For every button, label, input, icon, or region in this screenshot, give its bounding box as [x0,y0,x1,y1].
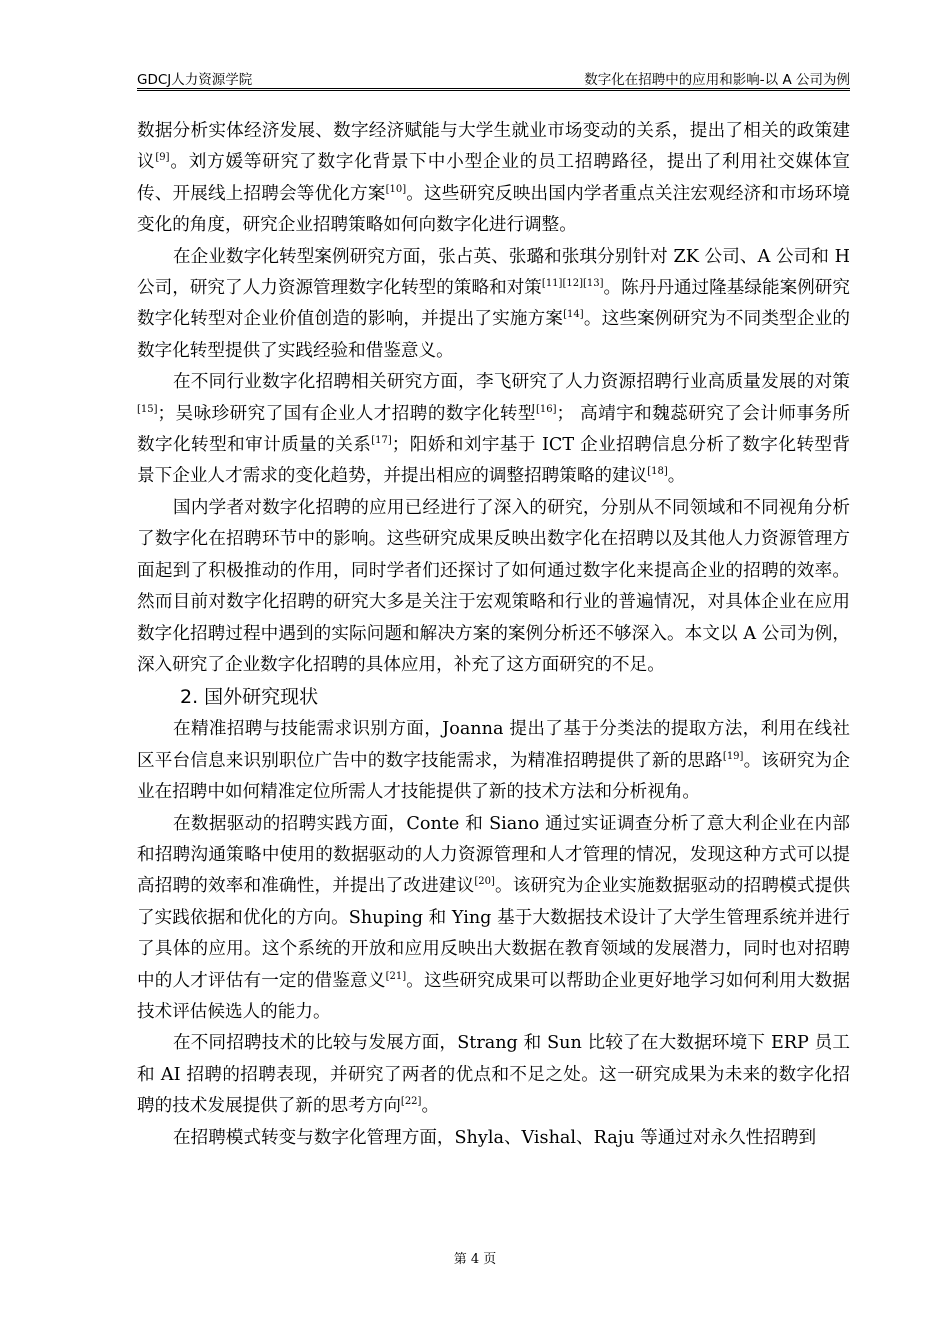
paragraph-8: 在招聘模式转变与数字化管理方面，Shyla、Vishal、Raju 等通过对永久性招聘到 [173,1127,817,1148]
citation: [9] [155,152,170,164]
paragraph-2: 在企业数字化转型案例研究方面，张占英、张璐和张琪分别针对 ZK 公司、A 公司和 H 公司，研究了人力资源管理数字化转型的策略和对策[11][12][13]。陈丹丹通过隆基绿能案例研究数字化转型对企业价值创造的影响，并提出了实施方案[14]。这些案例研究为不同类型企业的数字化转型提供了实践经验和借鉴意义。 [137,246,850,361]
paragraph-4: 国内学者对数字化招聘的应用已经进行了深入的研究，分别从不同领域和不同视角分析了数字化在招聘环节中的影响。这些研究成果反映出数字化在招聘以及其他人力资源管理方面起到了积极推动的作用，同时学者们还探讨了如何通过数字化来提高企业的招聘的效率。然而目前对数字化招聘的研究大多是关注于宏观策略和行业的普遍情况，对具体企业在应用数字化招聘过程中遇到的实际问题和解决方案的案例分析还不够深入。本文以 A 公司为例，深入研究了企业数字化招聘的具体应用，补充了这方面研究的不足。 [137,497,850,675]
page-header [137,66,850,89]
citation: [20] [474,876,495,888]
header-rule [137,90,850,91]
paragraph-3: 在不同行业数字化招聘相关研究方面，李飞研究了人力资源招聘行业高质量发展的对策[15]；吴咏珍研究了国有企业人才招聘的数字化转型[16]； 高靖宇和魏蕊研究了会计师事务所数字化转型和审计质量的关系[17]；阳娇和刘宇基于 ICT 企业招聘信息分析了数字化转型背景下企业人才需求的变化趋势，并提出相应的调整招聘策略的建议[18]。 [137,372,850,487]
paragraph-6: 在数据驱动的招聘实践方面，Conte 和 Siano 通过实证调查分析了意大利企业在内部和招聘沟通策略中使用的数据驱动的人力资源管理和人才管理的情况，发现这种方式可以提高招聘的效率和准确性，并提出了改进建议[20]。该研究为企业实施数据驱动的招聘模式提供了实践依据和优化的方向。Shuping 和 Ying 基于大数据技术设计了大学生管理系统并进行了具体的应用。这个系统的开放和应用反映出大数据在教育领域的发展潜力，同时也对招聘中的人才评估有一定的借鉴意义[21]。这些研究成果可以帮助企业更好地学习如何利用大数据技术评估候选人的能力。 [137,813,850,1022]
paragraph-1: 数据分析实体经济发展、数字经济赋能与大学生就业市场变动的关系，提出了相关的政策建议[9]。刘方媛等研究了数字化背景下中小型企业的员工招聘路径，提出了利用社交媒体宣传、开展线上招聘会等优化方案[10]。这些研究反映出国内学者重点关注宏观经济和市场环境变化的角度，研究企业招聘策略如何向数字化进行调整。 [137,121,850,236]
citation: [16] [535,403,557,415]
paragraph-5: 在精准招聘与技能需求识别方面，Joanna 提出了基于分类法的提取方法，利用在线社区平台信息来识别职位广告中的数字技能需求，为精准招聘提供了新的思路[19]。该研究为企业在招聘中如何精准定位所需人才技能提供了新的技术方法和分析视角。 [137,719,850,803]
citation: [17] [371,435,392,447]
header-right-text: 数字化在招聘中的应用和影响-以 A 公司为例 [584,72,850,88]
citation: [10] [385,183,407,195]
citation: [18] [647,466,668,478]
body-text [137,116,850,1154]
header-left-text: GDCJ人力资源学院 [137,72,253,88]
citation: [14] [563,309,584,321]
citation: [11][12][13] [541,278,604,290]
citation: [21] [385,970,407,982]
page-number: 第 4 页 [453,1252,497,1267]
paragraph-7: 在不同招聘技术的比较与发展方面，Strang 和 Sun 比较了在大数据环境下 ERP 员工和 AI 招聘的招聘表现，并研究了两者的优点和不足之处。这一研究成果为未来的数字化招聘的技术发展提供了新的思考方向[22]。 [137,1033,850,1117]
citation: [22] [400,1096,422,1108]
citation: [15] [137,403,158,415]
section-heading: 2. 国外研究现状 [180,686,319,709]
citation: [19] [722,750,744,762]
